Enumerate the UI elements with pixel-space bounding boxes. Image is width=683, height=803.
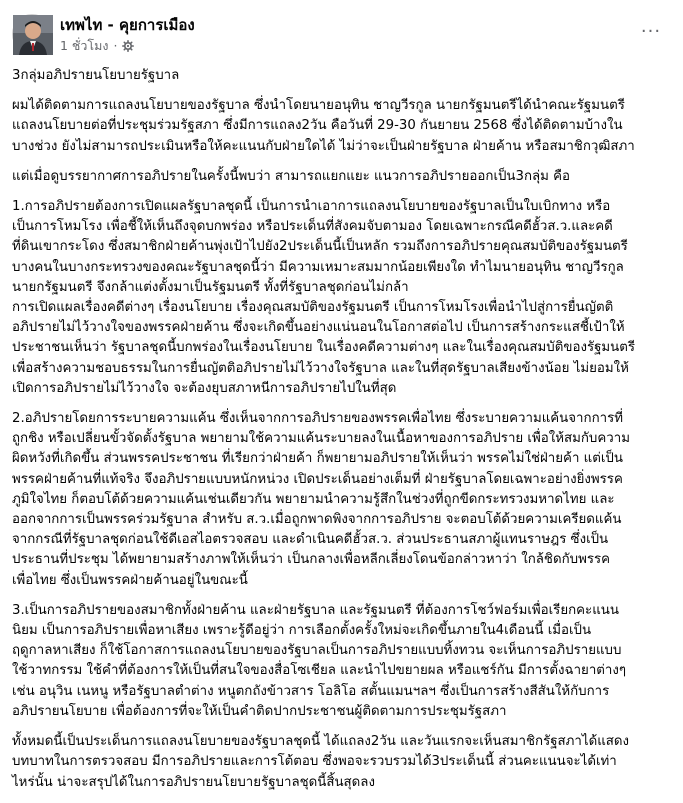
meta-separator: · [113,38,118,53]
profile-photo-icon [13,15,53,55]
post-paragraph-intro: ผมได้ติดตามการแถลงนโยบายของรัฐบาล ซึ่งนำโดยนายอนุทิน ชาญวีรกูล นายกรัฐมนตรีได้นำคณะรัฐมนตรี แถลงนโยบายต่อที่ประชุมร่วมรัฐสภา ซึ่งมีการแถลง2วัน คือวันที่ 29-30 กันยายน 2568 ซึ่งได้ติดตามบ้างใน บางช่วง ยังไม่สามารถประเมินหรือให้คะแนนกับฝ่ายใดได้ ไม่ว่าจะเป็นฝ่ายรัฐบาล ฝ่ายค้าน หรือสมาชิกวุฒิสภา [12,98,635,154]
post-paragraph-summary: แต่เมื่อดูบรรยากาศการอภิปรายในครั้งนี้พบว่า สามารถแยกแยะ แนวการอภิปรายออกเป็น3กลุ่ม คือ [12,168,571,184]
post-paragraph-point-1: 1.การอภิปรายต้องการเปิดแผลรัฐบาลชุดนี้ เป็นการนำเอาการแถลงนโยบายของรัฐบาลเป็นใบเบิกทาง หรือ เป็นการโหมโรง เพื่อชี้ให้เห็นถึงจุดบกพร่อง หรือประเด็นที่สังคมจับตามอง โดยเฉพาะกรณีคดีฮั้วส.ว.และคดี ที่ดินเขากระโดง ซึ่งสมาชิกฝ่ายค้านพุ่งเป้าไปยัง2ประเด็นนี้เป็นหลัก รวมถึงการอภิปรายคุณสมบัติของรัฐมนตรี บางคนในบางกระทรวงของคณะรัฐบาลชุดนี้ว่า มีความเหมาะสมมากน้อยเพียงใด ทำไมนายอนุทิน ชาญวีรกูล นายกรัฐมนตรี จึงกล้าแต่งตั้งมาเป็นรัฐมนตรี ทั้งที่รัฐบาลชุดก่อนไม่กล้า การเปิดแผลเรื่องคดีต่างๆ เรื่องนโยบาย เรื่องคุณสมบัติของรัฐมนตรี เป็นการโหมโรงเพื่อนำไปสู่การยื่นญัตติ อภิปรายไม่ไว้วางใจของพรรคฝ่ายค้าน ซึ่งจะเกิดขึ้นอย่างแน่นอนในโอกาสต่อไป เป็นการสร้างกระแสชี้เป้าให้ ประชาชนเห็นว่า รัฐบาลชุดนี้บกพร่องในเรื่องนโยบาย ในเรื่องคดีความต่างๆ และในเรื่องคุณสมบัติของรัฐมนตรี เพื่อสร้างความชอบธรรมในการยื่นญัตติอภิปรายไม่ไว้วางใจรัฐบาล และในที่สุดรัฐบาลเสียงข้างน้อย ไม่ยอมให้ เปิดการอภิปรายไม่ไว้วางใจ จะต้องยุบสภาหนีการอภิปรายไปในที่สุด [12,199,636,396]
post-body [12,66,673,803]
post-meta [60,38,134,54]
post-paragraph-point-2: 2.อภิปรายโดยการระบายความแค้น ซึ่งเห็นจากการอภิปรายของพรรคเพื่อไทย ซึ่งระบายความแค้นจากการที่ ถูกชิง หรือเปลี่ยนขั้วจัดตั้งรัฐบาล พยายามใช้ความแค้นระบายลงในเนื้อหาของการอภิปราย เพื่อให้สมกับความ ผิดหวังที่เกิดขึ้น ส่วนพรรคประชาชน ที่เรียกว่าฝ่ายค้า ก็พยายามอภิปรายให้เห็นว่า พรรคไม่ใช่ฝ่ายค้า แต่เป็น พรรคฝ่ายค้านที่แท้จริง จึงอภิปรายแบบหนักหน่วง เปิดประเด็นอย่างเต็มที่ ฝ่ายรัฐบาลโดยเฉพาะอย่างยิ่งพรรค ภูมิใจไทย ก็ตอบโต้ด้วยความแค้นเช่นเดียวกัน พยายามนำความรู้สึกในช่วงที่ถูกขีดกระทรวงมหาดไทย และ ออกจากการเป็นพรรคร่วมรัฐบาล สำหรับ ส.ว.เมื่อถูกพาดพิงจากการอภิปราย จะตอบโต้ด้วยความเครียดแค้น จากกรณีที่รัฐบาลชุดก่อนใช้ดีเอสไอตรวจสอบ และดำเนินคดีฮั้วส.ว. ส่วนประธานสภาผู้แทนราษฎร ซึ่งเป็น ประธานที่ประชุม ได้พยายามสร้างภาพให้เห็นว่า เป็นกลางเพื่อหลีกเลี่ยงโดนข้อกล่าวหาว่า ใกล้ชิดกับพรรค เพื่อไทย ซึ่งเป็นพรรคฝ่ายค้านอยู่ในขณะนี้ [12,411,630,588]
post-paragraph-title: 3กลุ่มอภิปรายนโยบายรัฐบาล [12,68,180,83]
author-name[interactable]: เทพไท - คุยการเมือง [60,16,195,34]
post-timestamp[interactable]: 1 ชั่วโมง [60,38,109,53]
post-paragraph-point-3: 3.เป็นการอภิปรายของสมาชิกทั้งฝ่ายค้าน และฝ่ายรัฐบาล และรัฐมนตรี ที่ต้องการโชว์ฟอร์มเพื่อเรียกคะแนน นิยม เป็นการอภิปรายเพื่อหาเสียง เพราะรู้ดีอยู่ว่า การเลือกตั้งครั้งใหม่จะเกิดขึ้นภายใน4เดือนนี้ เมื่อเป็น ฤดูกาลหาเสียง ก็ใช้โอกาสการแถลงนโยบายของรัฐบาลเป็นการอภิปรายแบบทิ้งทวน จะเห็นการอภิปรายแบบ ใช้วาทกรรม ใช้คำที่ต้องการให้เป็นที่สนใจของสื่อโซเชียล และนำไปขยายผล หรือแชร์กัน มีการตั้งฉายาต่างๆ เช่น อนุวิน เนหนู หรือรัฐบาลตำต่าง หนูตกถังข้าวสาร โอลิโอ สตั้นแมนฯลฯ ซึ่งเป็นการสร้างสีสันให้กับการ อภิปรายนโยบาย เพื่อต้องการที่จะให้เป็นคำติดปากประชาชนผู้ติดตามการประชุมรัฐสภา [12,602,627,719]
more-horizontal-icon[interactable]: ··· [640,21,662,42]
avatar[interactable] [12,14,52,54]
gear-icon [122,40,134,52]
post-header [12,14,671,58]
post-paragraph-conclusion: ทั้งหมดนี้เป็นประเด็นการแถลงนโยบายของรัฐบาลชุดนี้ ได้แถลง2วัน และวันแรกจะเห็นสมาชิกรัฐสภาได้แสดง บทบาทในการตรวจสอบ มีการอภิปรายและการโต้ตอบ ซึ่งพอจะรวบรวมได้3ประเด็นนี้ ส่วนคะแนนจะได้เท่า ไหร่นั้น น่าจะสรุปได้ในการอภิปรายนโยบายรัฐบาลชุดนี้สิ้นสุดลง [12,734,630,790]
